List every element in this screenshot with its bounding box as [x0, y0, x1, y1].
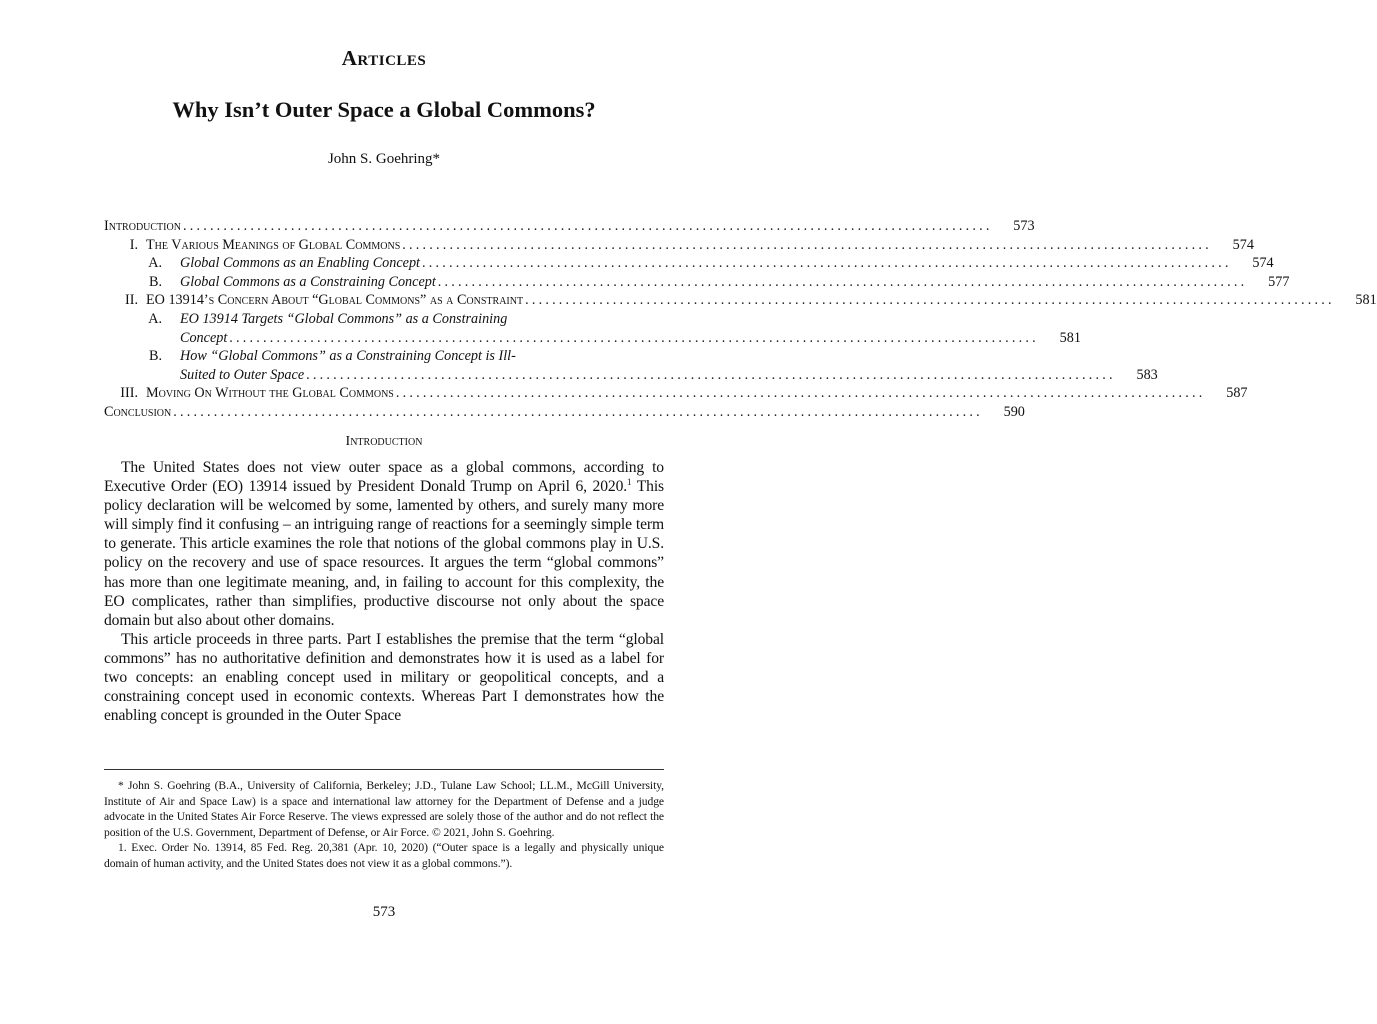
toc-entry-label: EO 13914’s Concern About “Global Commons” as a Constraint	[146, 292, 524, 309]
article-title: Why Isn’t Outer Space a Global Commons?	[172, 97, 596, 122]
toc-entry-page: 587	[1226, 385, 1248, 402]
footnotes	[104, 778, 664, 871]
toc-dot-leader: ........................................................................................................................	[182, 218, 993, 234]
toc-dot-leader: ........................................................................................................................	[422, 255, 1232, 272]
toc-entry-page: 574	[1232, 236, 1254, 253]
toc-entry[interactable]	[104, 329, 1081, 349]
paragraph-1-end: This policy declaration will be welcomed by some, lamented by others, and surely many more will simply find it confusing – an intriguing range of reactions for a seemingly simple term to generate. This article examines the role that notions of the global commons play in U.S. policy on the recovery and use of space resources. It argues the term “global commons” has more than one legitimate meaning, and, in failing to account for this complexity, the EO complicates, rather than simplifies, productive discourse not only about the space domain but also about other domains.	[104, 478, 664, 629]
toc-entry-label: Conclusion	[104, 403, 172, 420]
toc-dot-leader: ........................................................................................................................	[437, 273, 1248, 290]
toc-entry-label: Concept	[180, 329, 228, 346]
footnote-1: 1. Exec. Order No. 13914, 85 Fed. Reg. 20,381 (Apr. 10, 2020) (“Outer space is a legally and physically unique domain of human activity, and the United States does not view it as a global commons.”).	[104, 841, 664, 870]
toc-entry-label: Suited to Outer Space	[180, 366, 305, 383]
toc-entry-number: II.	[125, 292, 138, 309]
page-number: 573	[372, 904, 396, 920]
toc-entry[interactable]	[104, 218, 1035, 237]
section-heading	[0, 46, 768, 71]
toc-entry[interactable]	[104, 403, 1025, 423]
footnote-divider	[104, 769, 664, 770]
toc-entry-page: 590	[1003, 403, 1025, 420]
toc-entry-label: Global Commons as an Enabling Concept	[180, 255, 421, 272]
section-heading-text: Articles	[341, 46, 427, 70]
toc-entry-label: EO 13914 Targets “Global Commons” as a Constraining	[180, 310, 508, 327]
paragraph-1	[104, 458, 664, 630]
paragraph-2: This article proceeds in three parts. Part I establishes the premise that the term “global commons” has no authoritative definition and demonstrates how it is used as a label for two concepts: an enabling concept used in military or geopolitical concepts, and a constraining concept used in economic contexts. Whereas Part I demonstrates how the enabling concept is grounded in the Outer Space	[104, 630, 664, 725]
toc-dot-leader: ........................................................................................................................	[229, 329, 1039, 346]
toc-entry-page: 574	[1252, 255, 1274, 272]
toc-entry-number: I.	[129, 236, 138, 253]
body-text	[104, 458, 664, 725]
toc-entry-number: III.	[120, 385, 138, 402]
toc-entry[interactable]	[104, 292, 1377, 311]
toc-dot-leader: ........................................................................................................................	[402, 236, 1212, 253]
footnote-author: * John S. Goehring (B.A., University of California, Berkeley; J.D., Tulane Law School; LL.M., McGill University, Institute of Air and Space Law) is a space and international law attorney for the Department of Defense and a judge advocate in the United States Air Force Reserve. The views expressed are solely those of the author and do not reflect the position of the U.S. Government, Department of Defense, or Air Force. © 2021, John S. Goehring.	[104, 779, 664, 839]
toc-dot-leader: ........................................................................................................................	[173, 403, 983, 420]
toc-dot-leader: ........................................................................................................................	[395, 385, 1206, 402]
toc-entry-page: 573	[1013, 218, 1035, 234]
author-name: John S. Goehring*	[327, 151, 441, 167]
toc-entry-label: How “Global Commons” as a Constraining Concept is Ill-	[180, 348, 516, 365]
table-of-contents	[104, 218, 1377, 423]
toc-entry-number: B.	[148, 273, 162, 290]
toc-entry-number: A.	[148, 310, 162, 327]
toc-entry[interactable]	[104, 311, 664, 330]
toc-entry[interactable]	[104, 236, 1254, 256]
toc-entry-number: B.	[148, 348, 162, 365]
toc-entry[interactable]	[104, 385, 1248, 404]
toc-entry-page: 577	[1268, 273, 1290, 290]
toc-entry[interactable]	[104, 273, 1290, 293]
toc-dot-leader: ........................................................................................................................	[306, 366, 1116, 383]
toc-entry-label: The Various Meanings of Global Commons	[146, 236, 401, 253]
toc-entry[interactable]	[104, 255, 1274, 274]
footnote-ref-1[interactable]: 1	[627, 476, 632, 487]
toc-entry[interactable]	[104, 366, 1158, 386]
toc-entry-label: Introduction	[104, 218, 181, 234]
toc-entry-number: A.	[148, 255, 162, 272]
toc-entry[interactable]	[104, 348, 664, 367]
paragraph-1-start: The United States does not view outer space as a global commons, according to Executive Order (EO) 13914 issued by President Donald Trump on April 6, 2020.	[104, 459, 664, 496]
toc-entry-page: 583	[1136, 366, 1158, 383]
toc-entry-page: 581	[1355, 292, 1377, 309]
introduction-heading: Introduction	[345, 434, 423, 449]
toc-entry-label: Global Commons as a Constraining Concept	[180, 273, 436, 290]
toc-entry-page: 581	[1059, 329, 1081, 346]
toc-dot-leader: ........................................................................................................................	[525, 292, 1335, 309]
toc-entry-label: Moving On Without the Global Commons	[146, 385, 394, 402]
